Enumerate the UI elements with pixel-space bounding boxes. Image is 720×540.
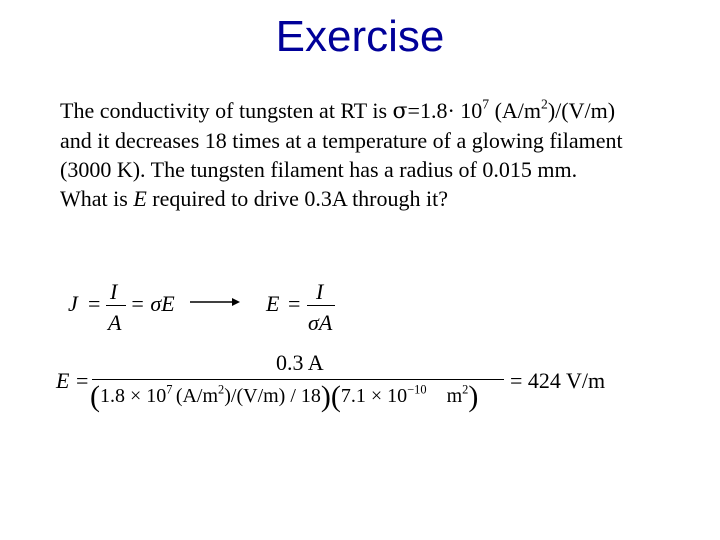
problem-line-4: What is E required to drive 0.3A through it?: [60, 186, 448, 211]
problem-statement: [60, 96, 700, 213]
eq3-equals: =: [76, 368, 89, 393]
eq3-result: = 424 V/m: [510, 368, 606, 393]
eq1-lhs: J: [68, 291, 78, 316]
eq2-numerator: I: [316, 279, 324, 304]
implies-arrow-icon: [190, 296, 240, 308]
eq2-equals: =: [288, 291, 301, 316]
problem-line-1: The conductivity of tungsten at RT is $\sigma=1.8\cdot 10^7$ $(A/m^2)/(V/m)$: [60, 96, 616, 124]
slide-title: Exercise: [275, 12, 445, 61]
eq3-fraction-bar: [92, 379, 504, 380]
problem-line-3: (3000 K). The tungsten filament has a radius of 0.015 mm.: [60, 157, 578, 182]
eq1-denominator: A: [108, 310, 122, 335]
eq1-fraction-bar: [106, 305, 126, 306]
eq2-lhs: E: [266, 291, 280, 316]
variable-e: E: [133, 186, 147, 211]
eq1-equals: =: [88, 291, 101, 316]
eq3-lhs: E: [56, 368, 70, 393]
eq3-numerator: 0.3 A: [276, 350, 324, 375]
eq2-fraction-bar: [307, 305, 335, 306]
eq2-denominator: σA: [308, 310, 333, 335]
eq1-rhs: = σE: [130, 291, 175, 316]
eq1-numerator: I: [110, 279, 118, 304]
sigma-symbol: σ: [392, 99, 408, 124]
eq3-denominator: ($1.8 \times 10^7$ $(A/m^2)/(V/m) / 18)(7.1 \times 10^{-10}$ $m^2$): [90, 380, 479, 413]
problem-line-2: and it decreases 18 times at a temperature of a glowing filament: [60, 128, 623, 153]
